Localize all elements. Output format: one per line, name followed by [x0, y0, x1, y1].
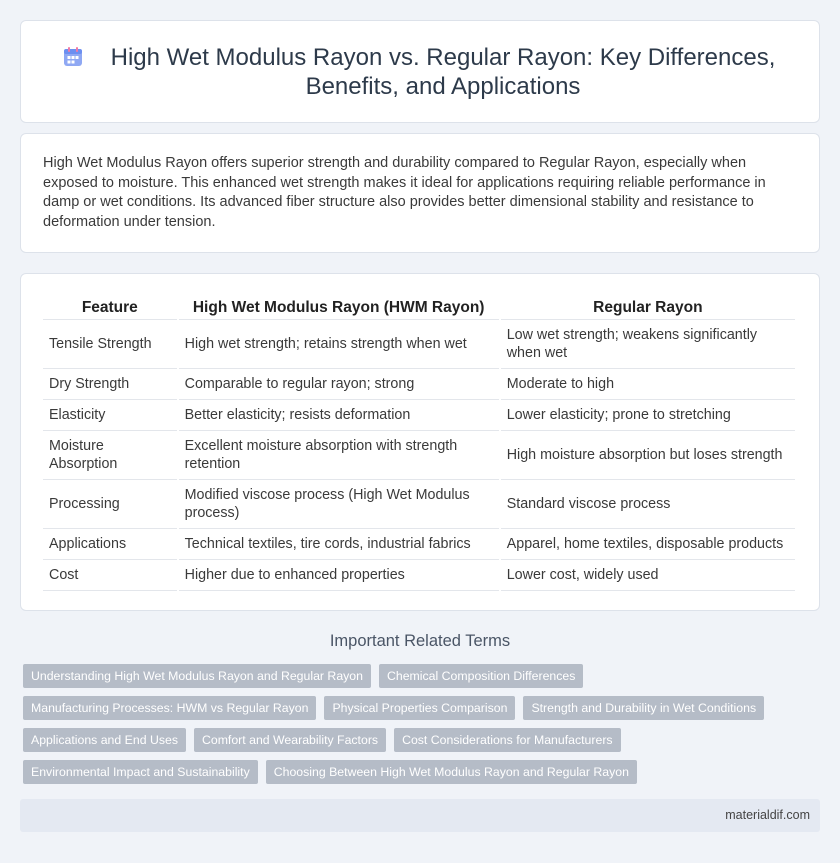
related-term-tag[interactable]: Physical Properties Comparison: [324, 696, 515, 720]
related-term-tag[interactable]: Applications and End Uses: [23, 728, 186, 752]
feature-cell: Elasticity: [43, 400, 177, 431]
table-row: [43, 431, 795, 480]
table-row: [43, 320, 795, 369]
feature-cell: Moisture Absorption: [43, 431, 177, 480]
hwm-cell: Higher due to enhanced properties: [179, 560, 499, 591]
related-term-tag[interactable]: Manufacturing Processes: HWM vs Regular Rayon: [23, 696, 316, 720]
feature-cell: Dry Strength: [43, 369, 177, 400]
table-row: [43, 400, 795, 431]
hwm-cell: Modified viscose process (High Wet Modulus process): [179, 480, 499, 529]
column-header-feature: Feature: [43, 296, 177, 320]
comparison-table: [41, 296, 797, 591]
hwm-cell: Technical textiles, tire cords, industrial fabrics: [179, 529, 499, 560]
feature-cell: Applications: [43, 529, 177, 560]
regular-cell: Moderate to high: [501, 369, 795, 400]
calendar-icon: [61, 45, 85, 69]
table-header-row: [43, 296, 795, 320]
table-row: [43, 369, 795, 400]
related-term-tag[interactable]: Environmental Impact and Sustainability: [23, 760, 258, 784]
related-term-tag[interactable]: Cost Considerations for Manufacturers: [394, 728, 621, 752]
related-term-tag[interactable]: Understanding High Wet Modulus Rayon and Regular Rayon: [23, 664, 371, 688]
hwm-cell: High wet strength; retains strength when wet: [179, 320, 499, 369]
hwm-cell: Comparable to regular rayon; strong: [179, 369, 499, 400]
regular-cell: Standard viscose process: [501, 480, 795, 529]
column-header-regular-rayon: Regular Rayon: [501, 296, 795, 320]
regular-cell: Apparel, home textiles, disposable products: [501, 529, 795, 560]
feature-cell: Processing: [43, 480, 177, 529]
table-row: [43, 529, 795, 560]
feature-cell: Tensile Strength: [43, 320, 177, 369]
intro-paragraph: High Wet Modulus Rayon offers superior strength and durability compared to Regular Rayon, especially when exposed to moisture. This enhanced wet strength makes it ideal for applications requiring reliable performance in damp or wet conditions. Its advanced fiber structure also provides better dimensional stability and resistance to deformation under tension.: [43, 155, 766, 230]
footer: [20, 799, 820, 832]
related-term-tag[interactable]: Choosing Between High Wet Modulus Rayon and Regular Rayon: [266, 760, 637, 784]
regular-cell: Low wet strength; weakens significantly when wet: [501, 320, 795, 369]
table-row: [43, 560, 795, 591]
header-card: [20, 20, 820, 123]
related-term-tag[interactable]: Comfort and Wearability Factors: [194, 728, 386, 752]
related-terms-list: [23, 664, 813, 792]
related-terms-title: Important Related Terms: [329, 632, 511, 650]
related-term-tag[interactable]: Chemical Composition Differences: [379, 664, 583, 688]
page-title: High Wet Modulus Rayon vs. Regular Rayon: Key Differences, Benefits, and Applications: [110, 43, 776, 100]
hwm-cell: Excellent moisture absorption with strength retention: [179, 431, 499, 480]
regular-cell: Lower elasticity; prone to stretching: [501, 400, 795, 431]
intro-card: [20, 133, 820, 253]
hwm-cell: Better elasticity; resists deformation: [179, 400, 499, 431]
feature-cell: Cost: [43, 560, 177, 591]
regular-cell: High moisture absorption but loses strength: [501, 431, 795, 480]
site-name[interactable]: materialdif.com: [725, 808, 810, 822]
regular-cell: Lower cost, widely used: [501, 560, 795, 591]
table-row: [43, 480, 795, 529]
comparison-table-card: [20, 273, 820, 611]
column-header-hwm-rayon: High Wet Modulus Rayon (HWM Rayon): [179, 296, 499, 320]
related-term-tag[interactable]: Strength and Durability in Wet Conditions: [523, 696, 764, 720]
